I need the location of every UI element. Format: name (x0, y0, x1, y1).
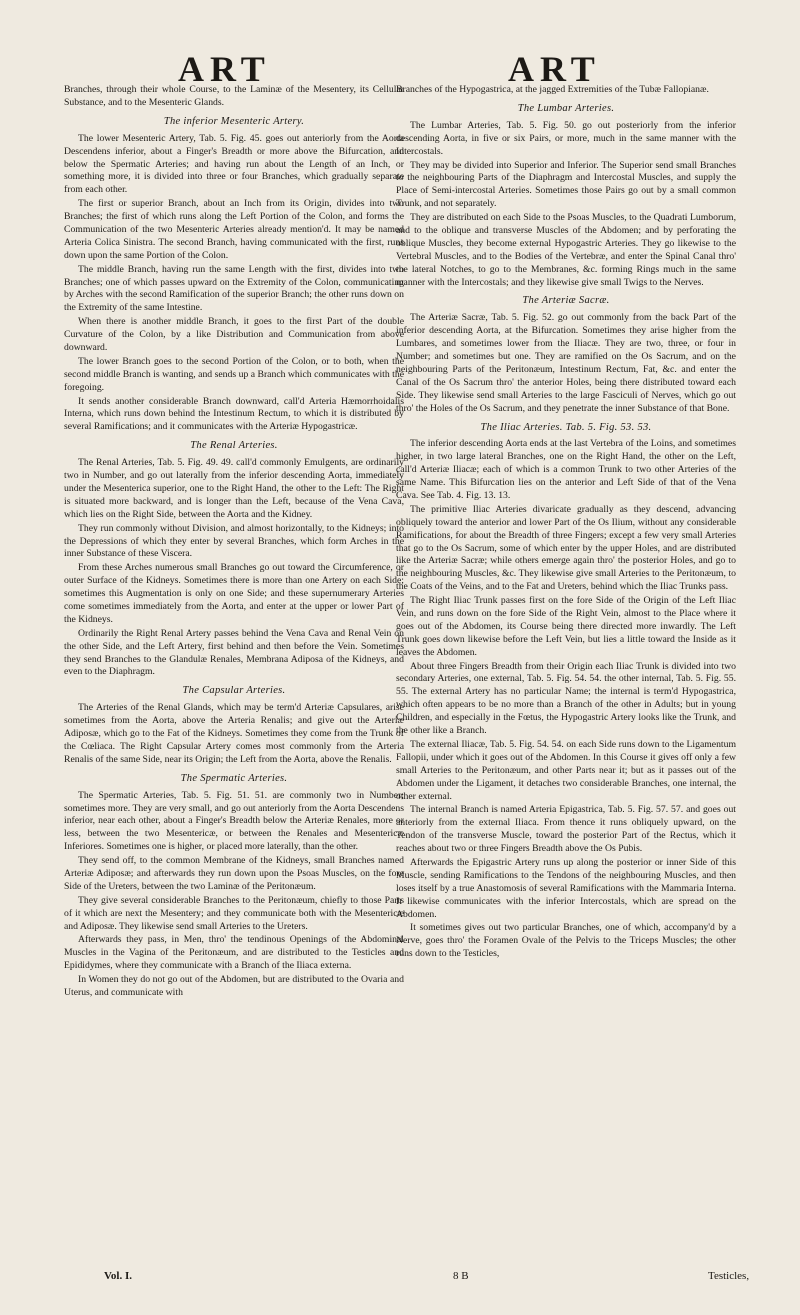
paragraph: The lower Branch goes to the second Portion of the Colon, or to both, when the second middle Branch is wanting, and sends up a Branch which communicates with the foregoing. (64, 355, 404, 393)
paragraph: When there is another middle Branch, it goes to the first Part of the double Curvature of the Colon, by a like Distribution and Communication from above downward. (64, 316, 404, 353)
paragraph: Afterwards they pass, in Men, thro' the tendinous Openings of the Abdominal Muscles in the Vagina of the Peritonæum, and are distributed to the Testicles and Epididymes, where they communicate with a Branch of the Iliaca externa. (64, 934, 404, 972)
section-heading: The Iliac Arteries. Tab. 5. Fig. 53. 53. (480, 421, 652, 433)
paragraph: Afterwards the Epigastric Artery runs up along the posterior or inner Side of this Muscle, sending Ramifications to the Tendons of the neighbouring Muscles, and then loses itself by a true Anastomosis of several Ramifications with the Mammaria Interna. It likewise communicates with the inferior Intercostals, which are spread on the Abdomen. (396, 856, 736, 920)
paragraph: They send off, to the common Membrane of the Kidneys, small Branches named Arteriæ Adiposæ; and afterwards they run down upon the Psoas Muscles, on the fore Side of the Ureters, between the two Laminæ of the Peritonæum. (64, 855, 404, 892)
paragraph: In Women they do not go out of the Abdomen, but are distributed to the Ovaria and Uterus, and communicate with (64, 974, 404, 999)
paragraph: The Arteries of the Renal Glands, which may be term'd Arteriæ Capsulares, arise sometimes from the Aorta, above the Arteria Renalis; and give out the Arteriæ Adiposæ, which go to the Fat of the Kidneys. Sometimes they come from the Trunk of the Cœliaca. The Right Capsular Artery comes most commonly from the Arteria Renalis of the same Side, near its Origin; the Left from the Aorta, above the Renalis. (64, 702, 404, 765)
section-heading: The Lumbar Arteries. (517, 102, 615, 114)
paragraph: The Right Iliac Trunk passes first on the fore Side of the Origin of the Left Iliac Vein, and runs down on the fore Side of the Right Vein, almost to the Place where it goes out of the Abdomen, its Course being there directed more inwardly. The Left Trunk goes down likewise before the Left Vein, but lies a little toward the Inside as it leaves the Abdomen. (396, 595, 736, 658)
paragraph: The Spermatic Arteries, Tab. 5. Fig. 51. 51. are commonly two in Number; sometimes more. They are very small, and go out anteriorly from the Aorta Descendens inferior, near each other, about a Finger's Breadth below the Arteriæ Renales, more or less, between the two Mesentericæ, or between the Renales and Mesentericæ Inferiores. Sometimes one is higher, or placed more laterally, than the other. (64, 789, 404, 853)
section-heading: The Renal Arteries. (190, 440, 278, 452)
paragraph: Ordinarily the Right Renal Artery passes behind the Vena Cava and Renal Vein on the other Side, and the Left Artery, first behind and then before the Vein. Sometimes they send Branches to the Glandulæ Renales, Membrana Adiposa of the Kidneys, and even to the Diaphragm. (64, 627, 404, 678)
paragraph: It sometimes gives out two particular Branches, one of which, accompany'd by a Nerve, goes thro' the Foramen Ovale of the Pelvis to the Triceps Muscles; the other runs down to the Testicles, (396, 922, 736, 960)
paragraph: The first or superior Branch, about an Inch from its Origin, divides into two Branches; the first of which runs along the Left Portion of the Colon, and forms the Communication of the two Mesenteric Arteries already mention'd. It may be named Arteria Colica Sinistra. The second Branch, having communicated with the first, runs down upon the same Portion of the Colon. (64, 198, 404, 261)
paragraph: The Renal Arteries, Tab. 5. Fig. 49. 49. call'd commonly Emulgents, are ordinarily two in Number, and go out laterally from the inferior descending Aorta, immediately under the Mesenterica superior, one to the Right Hand, the other to the Left: The Right is situated more backward, and is longer than the Left, because of the Vena Cava, which lies on the Right Side, between the Aorta and the Kidney. (64, 457, 404, 520)
signature-mark: 8 B (453, 1270, 469, 1282)
paragraph: The primitive Iliac Arteries divaricate gradually as they descend, advancing obliquely toward the anterior and lower Part of the Os Ilium, without any considerable Ramifications, for about the Breadth of three Fingers; except a few very small Arteries that go to the Os Sacrum, some of which enter by the upper Holes, and are distributed like the Arteriæ Sacræ; while others emerge again thro' the posterior Holes, and go to the neighbouring Muscles, &c. They likewise give small Arteries to the Peritonæum, to the Coats of the Veins, and to the Fat and Ureters, behind which the Iliac Trunks pass. (396, 503, 736, 593)
paragraph: The inferior descending Aorta ends at the last Vertebra of the Loins, and sometimes higher, in two large lateral Branches, one on the Right Hand, the other on the Left, call'd Arteriæ Iliacæ; each of which is a common Trunk to two other Arteries of the same Name. This Bifurcation lies on the anterior and Left Side of that of the Vena Cava. See Tab. 4. Fig. 13. 13. (396, 438, 736, 502)
paragraph: The lower Mesenteric Artery, Tab. 5. Fig. 45. goes out anteriorly from the Aorta Descendens inferior, about a Finger's Breadth or more above the Bifurcation, and below the Spermatic Arteries; and having run about the Length of an Inch, or something more, it is divided into three or four Branches, which gradually separate from each other. (64, 132, 404, 196)
paragraph: They are distributed on each Side to the Psoas Muscles, to the Quadrati Lumborum, and to the oblique and transverse Muscles of the Abdomen; and by perforating the oblique Muscles, they become external Hypogastric Arteries. They go likewise to the Vertebral Muscles, and to the Bodies of the Vertebræ, and enter the Spinal Canal thro' the lateral Notches, to go to the Membranes, &c. forming Rings much in the same manner with the Intercostals; and they likewise give small Twigs to the Nerves. (396, 212, 736, 288)
right-column (396, 84, 736, 1269)
paragraph: The Arteriæ Sacræ, Tab. 5. Fig. 52. go out commonly from the back Part of the inferior descending Aorta, at the Bifurcation. Sometimes they arise higher from the Lumbares, and sometimes lower from the Iliacæ. They are two, three, or four in Number; and sometimes but one. They are ramified on the Os Sacrum, and on the neighbouring Parts of the Peritonæum, Intestinum Rectum, Fat, &c. and enter the Canal of the Os Sacrum thro' the anterior Holes, being there distributed toward each Side. They likewise send small Arteries to the large Fasciculi of Nerves, which go out thro' the Holes of the Os Sacrum, and they penetrate the inner Substance of that Bone. (396, 312, 736, 414)
section-heading: The inferior Mesenteric Artery. (163, 115, 305, 127)
paragraph: Branches, through their whole Course, to the Laminæ of the Mesentery, its Cellular Substance, and to the Mesenteric Glands. (64, 84, 404, 108)
paragraph: Branches of the Hypogastrica, at the jagged Extremities of the Tubæ Fallopianæ. (396, 84, 709, 95)
catchword: Testicles, (708, 1270, 750, 1282)
left-column (64, 84, 404, 1264)
paragraph: The external Iliacæ, Tab. 5. Fig. 54. 54. on each Side runs down to the Ligamentum Fallopii, under which it goes out of the Abdomen. In this Course it gives off only a few small Arteries to the Peritonæum, and other Parts near it; but as it passes out of the Abdomen under the Ligament, it detaches two considerable Branches, one internal, the other external. (396, 738, 736, 802)
volume-mark: Vol. I. (104, 1270, 133, 1282)
paragraph: It sends another considerable Branch downward, call'd Arteria Hæmorrhoidalis Interna, which runs down behind the Intestinum Rectum, to which it is distributed by several Ramifications; and it communicates with the Arteriæ Hypogastricæ. (64, 395, 404, 433)
section-heading: The Spermatic Arteries. (180, 772, 288, 784)
paragraph: From these Arches numerous small Branches go out toward the Circumference, or outer Surface of the Kidneys. Sometimes there is more than one Artery on each Side; sometimes this Augmentation is only on one Side; and these supernumerary Arteries come sometimes immediately from the Aorta, and enter at the upper or lower Part of the Kidneys. (64, 562, 404, 625)
section-heading: The Capsular Arteries. (182, 685, 286, 697)
paragraph: They give several considerable Branches to the Peritonæum, chiefly to those Parts of it which are next the Mesentery; and they communicate both with the Mesentericæ and Adiposæ. They likewise send small Arteries to the Ureters. (64, 894, 404, 932)
paragraph: About three Fingers Breadth from their Origin each Iliac Trunk is divided into two secondary Arteries, one external, Tab. 5. Fig. 54. 54. the other internal, Tab. 5. Fig. 55. 55. The external Artery has no particular Name; the internal is term'd Hypogastrica, which often appears to be no more than a Branch of the other in Adults; but in young Children, and especially in the Fœtus, the Hypogastric Artery looks like the Trunk, and the other like a Branch. (396, 660, 736, 737)
running-head-left: ART (178, 49, 271, 89)
section-heading: The Arteriæ Sacræ. (522, 295, 610, 307)
paragraph: They run commonly without Division, and almost horizontally, to the Kidneys; into the Depressions of which they enter by several Branches, which form Arches in the inner Substance of these Viscera. (64, 522, 404, 560)
running-head-right: ART (508, 49, 601, 89)
paragraph: The Lumbar Arteries, Tab. 5. Fig. 50. go out posteriorly from the inferior descending Aorta, in five or six Pairs, or more, much in the same manner with the Intercostals. (396, 119, 736, 157)
paragraph: They may be divided into Superior and Inferior. The Superior send small Branches to the neighbouring Parts of the Diaphragm and Intercostal Muscles, and supply the Place of Semi-intercostal Arteries. Sometimes those Pairs go out by a small common Trunk, and not separately. (396, 159, 736, 210)
paragraph: The middle Branch, having run the same Length with the first, divides into two Branches; one of which passes upward on the Extremity of the Colon, communicating by Arches with the second Ramification of the superior Branch; the other runs down on the Extremity of the same Intestine. (64, 263, 404, 314)
paragraph: The internal Branch is named Arteria Epigastrica, Tab. 5. Fig. 57. 57. and goes out anteriorly from the external Iliaca. From thence it runs obliquely upward, on the Tendon of the transverse Muscle, toward the posterior Part of the Rectus, which it reaches about two or three Fingers Breadth above the Os Pubis. (396, 804, 736, 855)
